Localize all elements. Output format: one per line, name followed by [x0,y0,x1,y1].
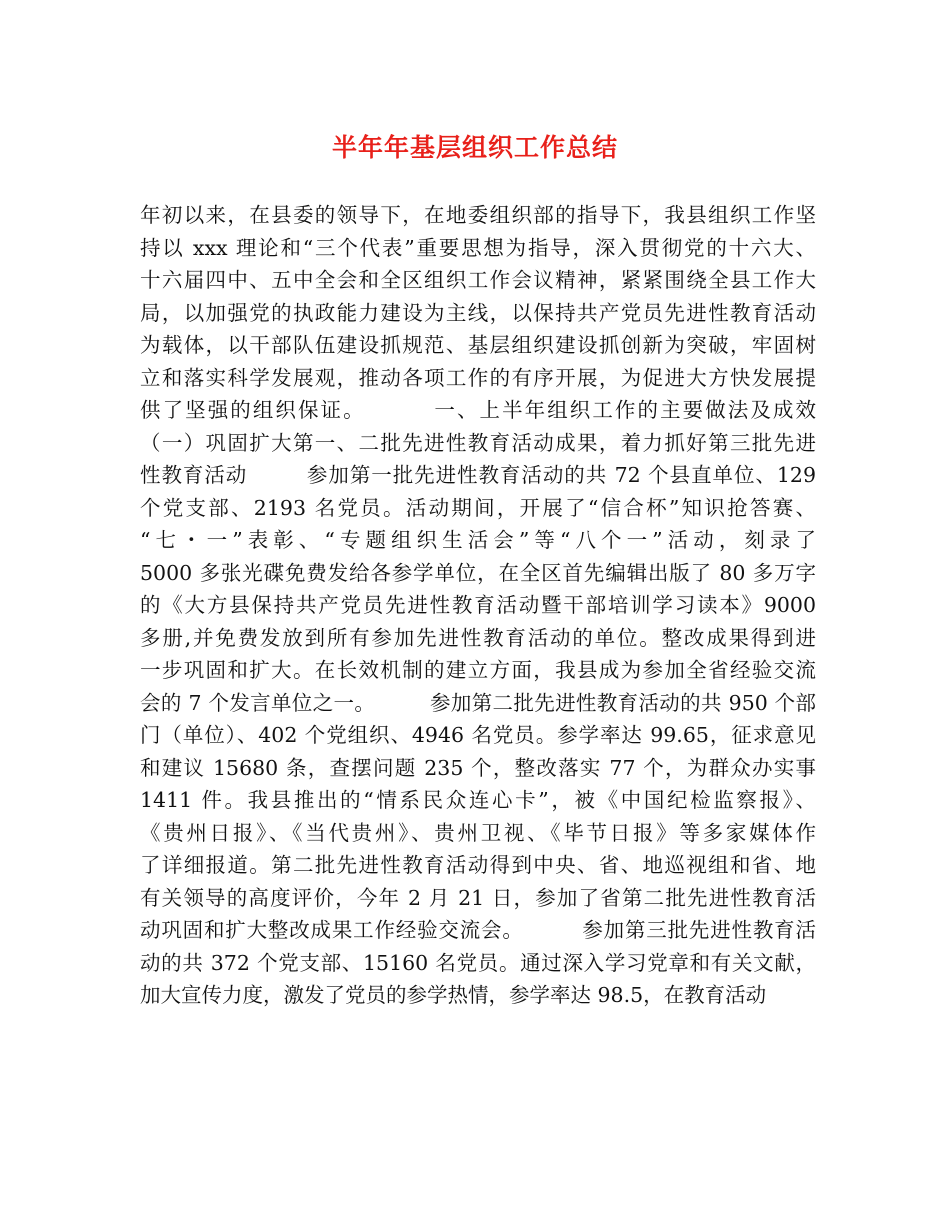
body-line: 1411 件。我县推出的“情系民众连心卡”，被《中国纪检监察报》、 [140,788,816,812]
body-line: 立和落实科学发展观，推动各项工作的有序开展，为促进大方快发展提 [140,365,816,390]
body-line: 会的 7 个发言单位之一。 参加第二批先进性教育活动的共 950 个部 [140,690,816,715]
body-line: 持以 xxx 理论和“三个代表”重要思想为指导，深入贯彻党的十六大、 [140,235,816,260]
body-line: 十六届四中、五中全会和全区组织工作会议精神，紧紧围绕全县工作大 [140,268,816,292]
body-line: 局，以加强党的执政能力建设为主线，以保持共产党员先进性教育活动 [140,300,816,325]
body-line: 有关领导的高度评价，今年 2 月 21 日，参加了省第二批先进性教育活 [140,885,816,910]
body-line: （一）巩固扩大第一、二批先进性教育活动成果，着力抓好第三批先进 [140,430,816,455]
body-line: 年初以来，在县委的领导下，在地委组织部的指导下，我县组织工作坚 [140,203,816,227]
body-line: 《贵州日报》、《当代贵州》、贵州卫视、《毕节日报》等多家媒体作 [140,820,816,845]
body-line: 了详细报道。第二批先进性教育活动得到中央、省、地巡视组和省、地 [140,853,816,877]
body-line: 供了坚强的组织保证。 一、上半年组织工作的主要做法及成效 [140,398,816,422]
body-line: “七・一”表彰、“专题组织生活会”等“八个一”活动，刻录了 [140,528,816,552]
body-line: 动巩固和扩大整改成果工作经验交流会。 参加第三批先进性教育活 [140,918,816,942]
body-line: 和建议 15680 条，查摆问题 235 个，整改落实 77 个，为群众办实事 [140,755,816,780]
body-line: 多册,并免费发放到所有参加先进性教育活动的单位。整改成果得到进 [140,625,816,650]
body-line: 性教育活动 参加第一批先进性教育活动的共 72 个县直单位、129 [140,463,816,487]
body-line: 为载体，以干部队伍建设抓规范、基层组织建设抓创新为突破，牢固树 [140,333,816,357]
body-line: 的《大方县保持共产党员先进性教育活动暨干部培训学习读本》9000 [140,593,816,617]
body-line: 门（单位）、402 个党组织、4946 名党员。参学率达 99.65，征求意见 [140,723,816,747]
body-line: 加大宣传力度，激发了党员的参学热情，参学率达 98.5，在教育活动 [140,983,767,1007]
body-line: 一步巩固和扩大。在长效机制的建立方面，我县成为参加全省经验交流 [140,658,816,682]
document-title: 半年年基层组织工作总结 [331,133,618,162]
body-line: 个党支部、2193 名党员。活动期间，开展了“信合杯”知识抢答赛、 [140,495,816,520]
body-line: 5000 多张光碟免费发给各参学单位，在全区首先编辑出版了 80 多万字 [140,560,816,585]
body-line: 动的共 372 个党支部、15160 名党员。通过深入学习党章和有关文献， [140,950,816,975]
document-body [140,199,816,1012]
